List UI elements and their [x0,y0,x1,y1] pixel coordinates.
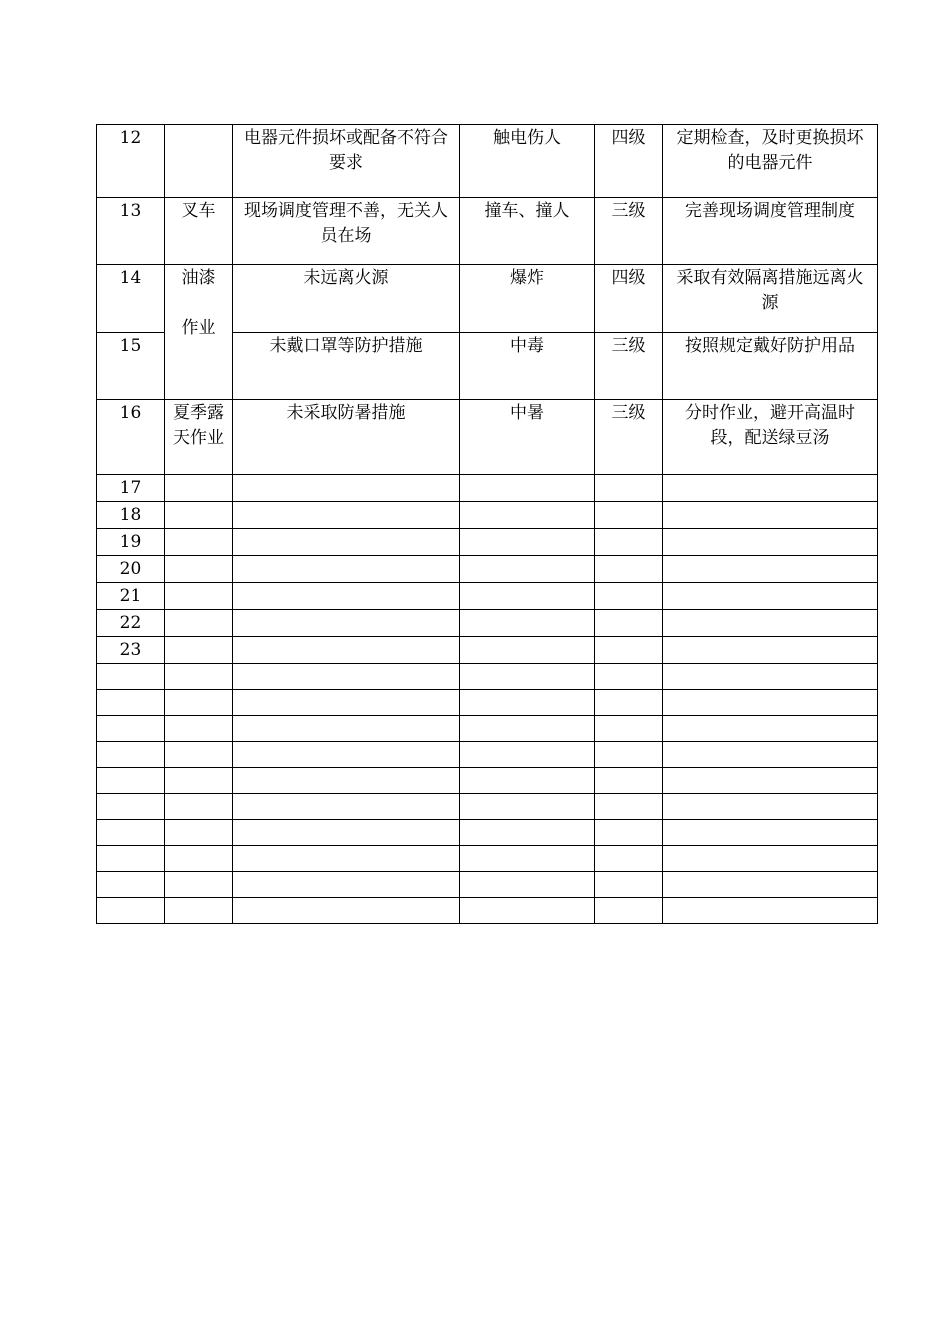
empty-row [97,846,878,872]
empty-row [97,742,878,768]
table-row [97,529,878,556]
consequence-cell: 中毒 [460,333,595,400]
empty-row [97,820,878,846]
row-number: 21 [97,583,165,610]
row-number: 18 [97,502,165,529]
consequence-cell: 撞车、撞人 [460,198,595,265]
empty-row [97,794,878,820]
activity-cell [165,265,233,400]
table-row [97,502,878,529]
activity-cell [165,125,233,198]
row-number: 22 [97,610,165,637]
hazard-cell: 电器元件损坏或配备不符合要求 [233,125,460,198]
table-row [97,583,878,610]
risk-level-cell: 三级 [595,333,663,400]
empty-row [97,690,878,716]
empty-row [97,768,878,794]
hazard-cell: 现场调度管理不善，无关人员在场 [233,198,460,265]
row-number: 15 [97,333,165,400]
risk-level-cell: 三级 [595,198,663,265]
row-number: 19 [97,529,165,556]
table-row [97,556,878,583]
row-number: 17 [97,475,165,502]
table-row [97,475,878,502]
risk-level-cell: 三级 [595,400,663,475]
risk-level-cell: 四级 [595,125,663,198]
activity-cell: 夏季露天作业 [165,400,233,475]
table-row [97,637,878,664]
control-measure-cell: 定期检查，及时更换损坏的电器元件 [663,125,878,198]
table-row [97,125,878,198]
control-measure-cell: 完善现场调度管理制度 [663,198,878,265]
empty-row [97,872,878,898]
empty-row [97,898,878,924]
activity-line: 油漆 [181,268,216,288]
control-measure-cell: 按照规定戴好防护用品 [663,333,878,400]
row-number: 16 [97,400,165,475]
risk-assessment-table [96,124,878,924]
row-number: 12 [97,125,165,198]
table-row [97,265,878,333]
row-number: 20 [97,556,165,583]
hazard-cell: 未采取防暑措施 [233,400,460,475]
empty-row [97,664,878,690]
activity-line: 作业 [181,318,216,338]
table-row [97,610,878,637]
consequence-cell: 爆炸 [460,265,595,333]
hazard-cell: 未戴口罩等防护措施 [233,333,460,400]
hazard-cell: 未远离火源 [233,265,460,333]
control-measure-cell: 采取有效隔离措施远离火源 [663,265,878,333]
consequence-cell: 中暑 [460,400,595,475]
empty-row [97,716,878,742]
risk-level-cell: 四级 [595,265,663,333]
control-measure-cell: 分时作业，避开高温时段，配送绿豆汤 [663,400,878,475]
row-number: 23 [97,637,165,664]
consequence-cell: 触电伤人 [460,125,595,198]
row-number: 14 [97,265,165,333]
row-number: 13 [97,198,165,265]
table-row [97,400,878,475]
table-row [97,198,878,265]
activity-cell: 叉车 [165,198,233,265]
